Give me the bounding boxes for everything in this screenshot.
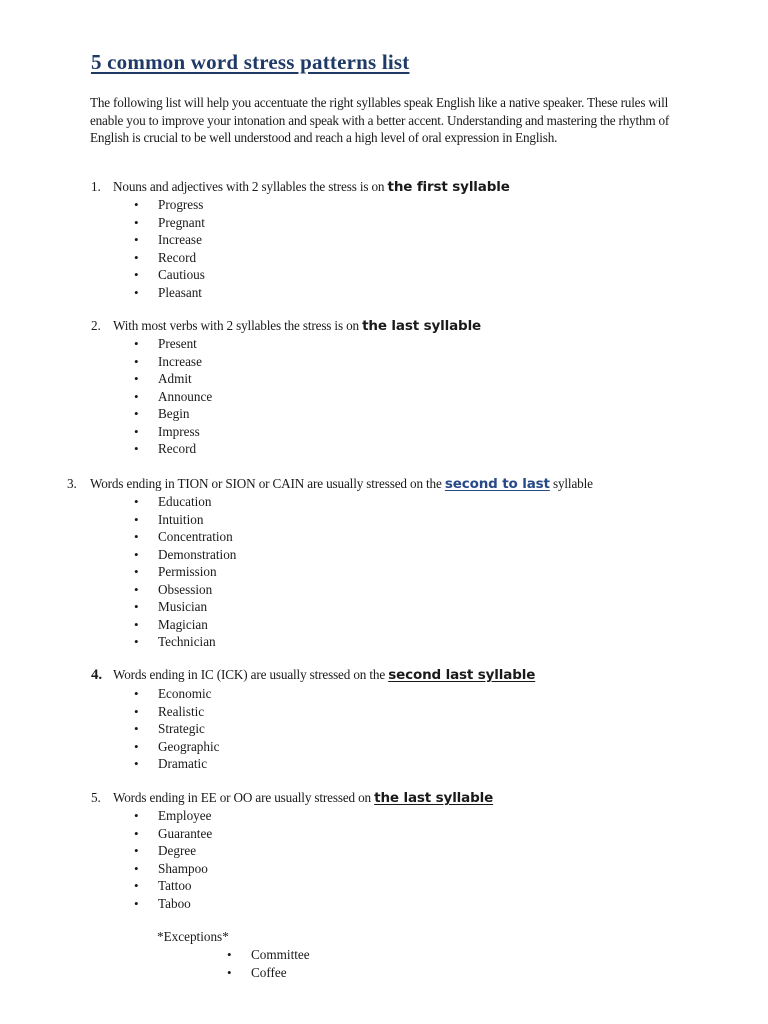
list-item: • Progress <box>134 196 205 214</box>
section-3-heading <box>67 475 593 493</box>
page-title: 5 common word stress patterns list <box>91 50 410 74</box>
exceptions-label: *Exceptions* <box>157 929 229 944</box>
section-5-number: 5. <box>91 790 101 805</box>
intro-paragraph: The following list will help you accentuate the right syllables speak English like a native speaker. These rules will enable you to improve your intonation and speak with a better accent. Understanding and mastering the rhythm of English is crucial to be well understood and reach a high level of oral expression in English. <box>90 95 670 145</box>
list-item: • Committee <box>227 946 310 964</box>
list-item: • Concentration <box>134 528 236 546</box>
list-item: • Strategic <box>134 720 220 738</box>
section-4-number: 4. <box>91 667 102 683</box>
section-5-word-list <box>134 807 212 912</box>
list-item: • Cautious <box>134 266 205 284</box>
section-3-suffix: syllable <box>549 476 593 491</box>
section-2-word-list <box>134 335 212 458</box>
section-4-word-list <box>134 685 220 773</box>
section-5-text: Words ending in EE or OO are usually stressed on <box>113 790 375 805</box>
section-2-text: With most verbs with 2 syllables the stress is on <box>113 318 363 333</box>
list-item: • Musician <box>134 598 236 616</box>
exceptions-word-list <box>227 946 310 981</box>
section-4-text: Words ending in IC (ICK) are usually stressed on the <box>113 667 389 682</box>
section-1-emphasis: the first syllable <box>387 179 510 195</box>
list-item: • Demonstration <box>134 546 236 564</box>
list-item: • Permission <box>134 563 236 581</box>
section-3-word-list <box>134 493 236 651</box>
list-item: • Magician <box>134 616 236 634</box>
section-5-emphasis: the last syllable <box>374 790 494 806</box>
list-item: • Shampoo <box>134 860 212 878</box>
section-2-emphasis: the last syllable <box>362 318 482 334</box>
list-item: • Record <box>134 249 205 267</box>
list-item: • Economic <box>134 685 220 703</box>
list-item: • Dramatic <box>134 755 220 773</box>
list-item: • Guarantee <box>134 825 212 843</box>
list-item: • Intuition <box>134 511 236 529</box>
list-item: • Obsession <box>134 581 236 599</box>
list-item: • Education <box>134 493 236 511</box>
section-4-emphasis: second last syllable <box>388 667 536 683</box>
list-item: • Record <box>134 440 212 458</box>
list-item: • Pregnant <box>134 214 205 232</box>
list-item: • Degree <box>134 842 212 860</box>
list-item: • Tattoo <box>134 877 212 895</box>
list-item: • Realistic <box>134 703 220 721</box>
section-4-heading <box>91 666 535 684</box>
list-item: • Present <box>134 335 212 353</box>
section-2-heading <box>91 317 481 335</box>
list-item: • Geographic <box>134 738 220 756</box>
list-item: • Taboo <box>134 895 212 913</box>
list-item: • Pleasant <box>134 284 205 302</box>
list-item: • Coffee <box>227 964 310 982</box>
section-1-text: Nouns and adjectives with 2 syllables the stress is on <box>113 179 388 194</box>
list-item: • Begin <box>134 405 212 423</box>
section-1-word-list <box>134 196 205 301</box>
section-3-text: Words ending in TION or SION or CAIN are usually stressed on the <box>90 476 445 491</box>
list-item: • Increase <box>134 353 212 371</box>
section-2-number: 2. <box>91 318 101 333</box>
section-3-number: 3. <box>67 476 77 491</box>
list-item: • Impress <box>134 423 212 441</box>
list-item: • Announce <box>134 388 212 406</box>
list-item: • Admit <box>134 370 212 388</box>
list-item: • Increase <box>134 231 205 249</box>
section-1-heading <box>91 178 510 196</box>
section-3-emphasis: second to last <box>444 476 550 492</box>
list-item: • Employee <box>134 807 212 825</box>
section-5-heading <box>91 789 493 807</box>
section-1-number: 1. <box>91 179 101 194</box>
list-item: • Technician <box>134 633 236 651</box>
